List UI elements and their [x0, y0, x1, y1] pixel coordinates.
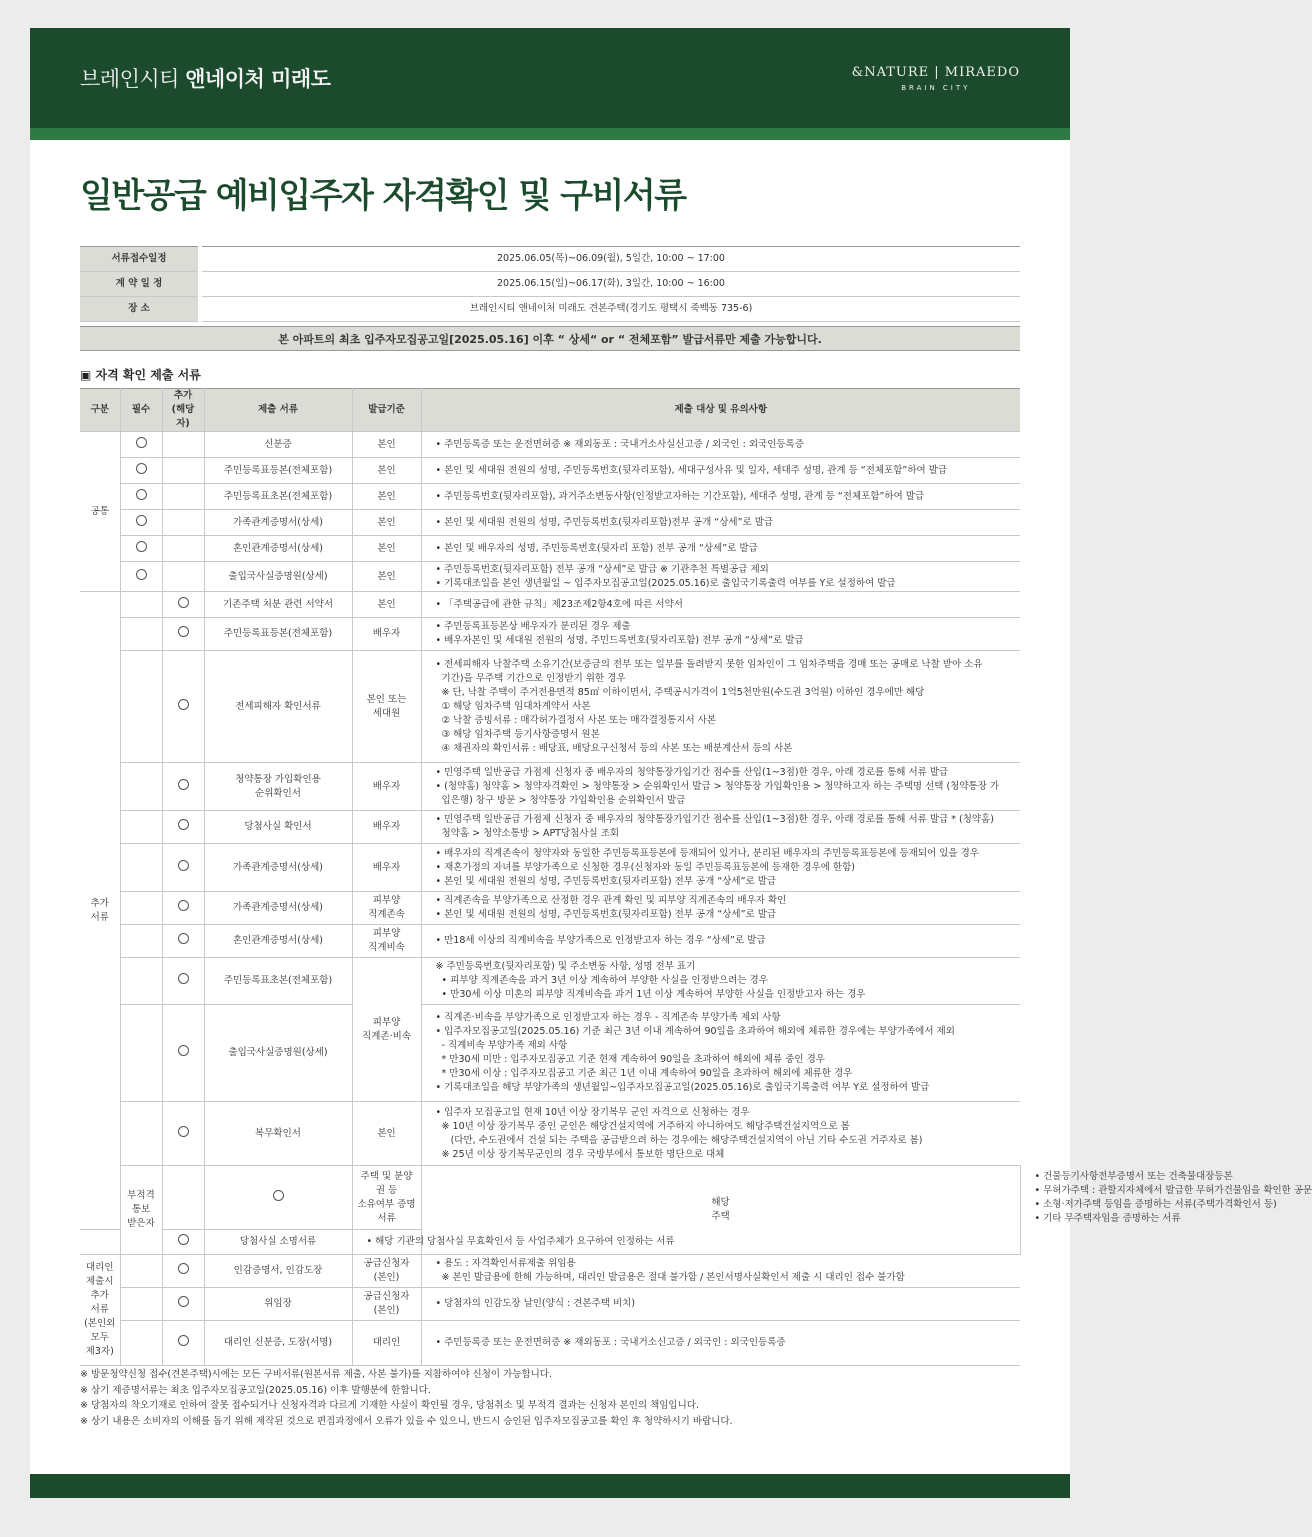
schedule-label: 장 소 [80, 297, 200, 322]
additional-circle-icon [178, 1335, 189, 1346]
issue-basis: 배우자 [352, 763, 421, 811]
note-line: • 주민등록증 또는 운전면허증 ※ 재외동포 : 국내거소사실신고증 / 외국인 : 외국인등록증 [435, 438, 804, 450]
note-line: • 만30세 이상 미혼의 피부양 직계비속을 과거 1년 이상 계속하여 부양한 사실을 인정받고자 하는 경우 [435, 989, 866, 1000]
category-cell: 대리인 제출시 추가 서류 (본인외 모두 제3자) [80, 1255, 120, 1366]
note-line: ④ 채권자의 확인서류 : 배당표, 배당요구신청서 등의 사본 또는 배분계산서 등의 사본 [435, 742, 793, 754]
additional-circle-icon [178, 1234, 189, 1245]
schedule-label: 서류접수일정 [80, 247, 200, 272]
required-mark [120, 618, 162, 651]
additional-mark [204, 1166, 352, 1230]
table-row: 부적격 통보 받은자 주택 및 분양권 등 소유여부 증명서류 해당 주택 • 건물등기사항전부증명서 또는 건축물대장등본 • 무허가주택 : 관할지자체에서 발급한 무허가건물임을 확인한 공문 • 소형·저가주택 등임을 증명하는 서류(주택가격확인서 등) • 기타 무주택자임을 증명하는 서류 [80, 1166, 1020, 1230]
additional-circle-icon [178, 973, 189, 984]
additional-circle-icon [178, 933, 189, 944]
document-name: 출입국사실증명원(상세) [204, 1005, 352, 1102]
additional-mark [162, 484, 204, 510]
issue-basis: 본인 [352, 592, 421, 618]
notes-cell [421, 651, 1020, 763]
required-circle-icon [136, 569, 147, 580]
required-mark [120, 1005, 162, 1102]
required-mark [120, 536, 162, 562]
notes-cell [421, 844, 1020, 892]
note-line: * 만30세 이상 : 입주자모집공고 기준 최근 1년 이내 계속하여 90일을 초과하여 해외에 체류한 경우 [435, 1068, 853, 1079]
required-mark [120, 1255, 162, 1288]
note-line: ③ 해당 임차주택 등기사항증명서 원본 [435, 728, 600, 740]
document-name: 대리인 신분증, 도장(서명) [204, 1321, 352, 1366]
additional-mark [162, 811, 204, 844]
document-name: 인감증명서, 인감도장 [204, 1255, 352, 1288]
additional-circle-icon [178, 699, 189, 710]
table-row [80, 1102, 1020, 1166]
required-circle-icon [136, 515, 147, 526]
additional-circle-icon [178, 1263, 189, 1274]
required-mark [120, 844, 162, 892]
note-line: • 주민등록증 또는 운전면허증 ※ 재외동포 : 국내거소신고증 / 외국인 : 외국인등록증 [435, 1337, 786, 1348]
issue-basis: 본인 [352, 510, 421, 536]
required-mark [120, 763, 162, 811]
required-mark [120, 925, 162, 958]
note-line: • 주민등록표등본상 배우자가 분리된 경우 제출 [435, 621, 631, 632]
notes-cell [421, 1288, 1020, 1321]
document-name: 혼인관계증명서(상세) [204, 536, 352, 562]
table-row [80, 592, 1020, 618]
required-mark [120, 592, 162, 618]
table-row [80, 458, 1020, 484]
issue-basis: 본인 [352, 484, 421, 510]
issue-basis: 배우자 [352, 844, 421, 892]
additional-circle-icon [178, 1045, 189, 1056]
document-page [30, 28, 1312, 1498]
table-row [80, 958, 1020, 1005]
notes-cell [421, 1321, 1020, 1366]
note-line: - 직계비속 부양가족 제외 사항 [435, 1040, 568, 1051]
category-cell: 공통 [80, 432, 120, 592]
table-row [80, 484, 1020, 510]
issue-basis: 본인 [352, 1102, 421, 1166]
additional-mark [162, 458, 204, 484]
document-name: 주택 및 분양권 등 소유여부 증명서류 [352, 1166, 421, 1230]
additional-mark [162, 1255, 204, 1288]
issue-notice: 본 아파트의 최초 입주자모집공고일[2025.05.16] 이후 “ 상세“ or “ 전체포함” 발급서류만 제출 가능합니다. [80, 326, 1020, 351]
document-name: 가족관계증명서(상세) [204, 510, 352, 536]
note-line: ※ 본인 발급용에 한해 가능하며, 대리인 발급용은 절대 불가함 / 본인서명사실확인서 제출 시 대리인 접수 불가함 [435, 1272, 905, 1283]
issue-basis: 해당 주택 [421, 1166, 1020, 1255]
note-line: • 재혼가정의 자녀를 부양가족으로 신청한 경우(신청자와 동일 주민등록표등본에 등재한 경우에 한함) [435, 861, 855, 873]
issue-basis: 본인 [352, 536, 421, 562]
note-line: • 배우자의 직계존속이 청약자와 동일한 주민등록표등본에 등재되어 있거나, 분리된 배우자의 주민등록표등본에 등재되어 있을 경우 [435, 847, 979, 859]
note-line: * 만30세 미만 : 입주자모집공고 기준 현재 계속하여 90일을 초과하여 해외에 체류 중인 경우 [435, 1054, 825, 1065]
notes-cell [421, 458, 1020, 484]
additional-mark [162, 651, 204, 763]
table-row [80, 618, 1020, 651]
note-line: • 용도 : 자격확인서류제출 위임용 [435, 1258, 576, 1269]
issue-basis: 본인 또는 세대원 [352, 651, 421, 763]
table-header-cell: 구분 [80, 389, 120, 432]
notes-cell [421, 763, 1020, 811]
category-cell: 부적격 통보 받은자 [120, 1166, 162, 1255]
required-circle-icon [136, 437, 147, 448]
table-row [80, 510, 1020, 536]
document-name: 복무확인서 [204, 1102, 352, 1166]
note-line: • 주민등록번호(뒷자리포함) 전부 공개 “상세”로 발급 ※ 기관추천 특별공급 제외 [435, 563, 769, 575]
required-mark [120, 1288, 162, 1321]
required-mark [120, 958, 162, 1005]
documents-table [80, 388, 1312, 1366]
additional-mark [162, 844, 204, 892]
table-header-cell: 제출 대상 및 유의사항 [421, 389, 1020, 432]
additional-circle-icon [178, 819, 189, 830]
required-mark [120, 510, 162, 536]
table-header-cell: 필수 [120, 389, 162, 432]
required-mark [120, 1321, 162, 1366]
table-row [80, 651, 1020, 763]
schedule-table [80, 246, 1020, 322]
category-cell: 추가 서류 [80, 592, 120, 1230]
table-row [80, 1255, 1020, 1288]
note-line: • 전세피해자 낙찰주택 소유기간(보증금의 전부 또는 일부를 돌려받지 못한 임차인이 그 임차주택을 경매 또는 공매로 낙찰 받아 소유 [435, 658, 983, 670]
required-circle-icon [136, 463, 147, 474]
note-line: • 기록대조일을 본인 생년월일 ~ 입주자모집공고일(2025.05.16)로 출입국기록출력 여부를 Y로 설정하여 발급 [435, 577, 896, 589]
note-line: • 입주자모집공고일(2025.05.16) 기준 최근 3년 이내 계속하여 90일을 초과하여 해외에 체류한 경우에는 부양가족에서 제외 [435, 1026, 955, 1037]
table-row [80, 763, 1020, 811]
note-line: • 본인 및 세대원 전원의 성명, 주민등록번호(뒷자리포함)전부 공개 “상세”로 발급 [435, 516, 774, 528]
additional-mark [162, 1102, 204, 1166]
note-line: ※ 25년 이상 장기복무군인의 경우 국방부에서 통보한 명단으로 대체 [435, 1148, 725, 1160]
notes-cell [421, 536, 1020, 562]
table-header-cell: 제출 서류 [204, 389, 352, 432]
document-name: 당첨사실 확인서 [204, 811, 352, 844]
required-circle-icon [136, 541, 147, 552]
document-name: 가족관계증명서(상세) [204, 892, 352, 925]
additional-circle-icon [178, 1296, 189, 1307]
document-name: 신분증 [204, 432, 352, 458]
required-mark [120, 811, 162, 844]
brand-logo: &NATURE | MIRAEDO BRAIN CITY [851, 65, 1020, 92]
additional-circle-icon [178, 779, 189, 790]
note-line: ※ 주민등록번호(뒷자리포함) 및 주소변동 사항, 성명 전부 표기 [435, 961, 696, 972]
footnote: ※ 당첨자의 착오기재로 인하여 잘못 접수되거나 신청자격과 다르게 기재한 사실이 확인될 경우, 당첨취소 및 부적격 결과는 신청자 본인의 책임입니다. [80, 1400, 699, 1411]
issue-basis: 본인 [352, 432, 421, 458]
document-name: 출입국사실증명원(상세) [204, 562, 352, 592]
issue-basis: 피부양 직계존속 [352, 892, 421, 925]
required-mark [120, 892, 162, 925]
additional-circle-icon [178, 626, 189, 637]
note-line: • 해당 기관의 당첨사실 무효확인서 등 사업주체가 요구하여 인정하는 서류 [366, 1236, 675, 1247]
required-mark [120, 1102, 162, 1166]
table-row [80, 432, 1020, 458]
document-name: 주민등록표등본(전체포함) [204, 458, 352, 484]
additional-mark [162, 763, 204, 811]
notes-cell [421, 1255, 1020, 1288]
note-line: 기간)을 무주택 기간으로 인정받기 위한 경우 [435, 672, 626, 684]
note-line: • 당첨자의 인감도장 날인(양식 : 견본주택 비치) [435, 1298, 636, 1309]
note-line: • 「주택공급에 관한 규칙」제23조제2항4호에 따른 서약서 [435, 598, 683, 610]
additional-circle-icon [178, 860, 189, 871]
additional-circle-icon [178, 900, 189, 911]
note-line: • 민영주택 일반공급 가점제 신청자 중 배우자의 청약통장가입기간 점수를 산입(1~3점)한 경우, 아래 경로를 통해 서류 발급 [435, 766, 949, 778]
additional-mark [162, 510, 204, 536]
document-name: 당첨사실 소명서류 [204, 1230, 352, 1255]
issue-basis: 공급신청자 (본인) [352, 1255, 421, 1288]
notes-cell [421, 618, 1020, 651]
document-name: 청약통장 가입확인용 순위확인서 [204, 763, 352, 811]
additional-circle-icon [178, 597, 189, 608]
additional-mark [162, 1005, 204, 1102]
table-row [80, 892, 1020, 925]
note-line: • (청약홈) 청약홈 > 청약자격확인 > 청약통장 > 순위확인서 발급 > 청약통장 가입확인용 > 청약하고자 하는 주택명 선택 (청약통장 가 [435, 780, 1000, 792]
required-mark [120, 484, 162, 510]
additional-mark [162, 536, 204, 562]
issue-basis: 피부양 직계존·비속 [352, 958, 421, 1102]
note-line: 청약홈 > 청약소통방 > APT당첨사실 조회 [435, 828, 620, 839]
notes-cell [421, 592, 1020, 618]
schedule-row [80, 247, 1020, 272]
notes-cell [421, 958, 1020, 1005]
table-row [80, 1321, 1020, 1366]
issue-basis: 본인 [352, 562, 421, 592]
page-title: 일반공급 예비입주자 자격확인 및 구비서류 [80, 176, 686, 216]
notes-cell [421, 432, 1020, 458]
table-row [80, 1005, 1020, 1102]
issue-basis: 공급신청자 (본인) [352, 1288, 421, 1321]
notes-cell [421, 1102, 1020, 1166]
header-bar [30, 28, 1070, 128]
footnote: ※ 상기 제증명서류는 최초 입주자모집공고일(2025.05.16) 이후 발행분에 한합니다. [80, 1384, 431, 1396]
document-name: 가족관계증명서(상세) [204, 844, 352, 892]
required-mark [162, 1166, 204, 1230]
note-line: 입은행) 창구 방문 > 청약통장 가입확인용 순위확인서 발급 [435, 794, 686, 806]
additional-mark [162, 1288, 204, 1321]
note-line: • 본인 및 세대원 전원의 성명, 주민등록번호(뒷자리포함) 전부 공개 “상세”로 발급 [435, 875, 777, 887]
note-line: ② 낙찰 증빙서류 : 매각허가결정서 사본 또는 매각결정통지서 사본 [435, 714, 717, 726]
required-mark [120, 651, 162, 763]
table-row [80, 562, 1020, 592]
note-line: • 직계존속을 부양가족으로 산정한 경우 관계 확인 및 피부양 직계존속의 배우자 확인 [435, 895, 787, 906]
notes-cell [421, 925, 1020, 958]
header-stripe [30, 128, 1070, 140]
issue-basis: 배우자 [352, 618, 421, 651]
note-line: ① 해당 임차주택 임대차계약서 사본 [435, 700, 591, 712]
issue-basis: 피부양 직계비속 [352, 925, 421, 958]
note-line: (다만, 수도권에서 건설 되는 주택을 공급받으려 하는 경우에는 해당주택건설지역이 아닌 기타 수도권 거주자로 봄) [435, 1134, 923, 1146]
note-line: • 배우자본인 및 세대원 전원의 성명, 주민드록번호(뒷자리포함) 전부 공개 “상세”로 발급 [435, 635, 804, 646]
document-name: 기존주택 처분 관련 서약서 [204, 592, 352, 618]
note-line: ※ 10년 이상 장기복무 중인 군인은 해당건설지역에 거주하지 아니하여도 해당주택건설지역으로 봄 [435, 1120, 850, 1132]
footer-bar [30, 1474, 1070, 1498]
document-name: 혼인관계증명서(상세) [204, 925, 352, 958]
note-line: • 본인 및 세대원 전원의 성명, 주민등록번호(뒷자리포함), 세대구성사유 및 일자, 세대주 성명, 관계 등 “전체포함”하여 발급 [435, 464, 948, 476]
schedule-value: 2025.06.15(일)~06.17(화), 3일간, 10:00 ~ 16:00 [200, 272, 1020, 297]
table-row [80, 811, 1020, 844]
required-mark [80, 1230, 120, 1255]
table-header-cell: 추가 (해당자) [162, 389, 204, 432]
note-line: • 민영주택 일반공급 가점제 신청자 중 배우자의 청약통장가입기간 점수를 산입(1~3점)한 경우, 아래 경로를 통해 서류 발급 * (청약홈) [435, 814, 994, 825]
document-name: 주민등록표초본(전체포함) [204, 958, 352, 1005]
document-name: 위임장 [204, 1288, 352, 1321]
additional-mark [162, 562, 204, 592]
required-circle-icon [136, 489, 147, 500]
notes-cell [421, 510, 1020, 536]
additional-mark [162, 618, 204, 651]
notes-cell [421, 892, 1020, 925]
section-title: ▣ 자격 확인 제출 서류 [80, 368, 201, 382]
additional-circle-icon [273, 1190, 284, 1201]
issue-basis: 배우자 [352, 811, 421, 844]
table-row [80, 925, 1020, 958]
brand-name: 브레인시티 앤네이처 미래도 [80, 67, 331, 91]
note-line: ※ 단, 낙찰 주택이 주거전용면적 85㎡ 이하이면서, 주택공시가격이 1억5천만원(수도권 3억원) 이하인 경우에만 해당 [435, 686, 925, 698]
note-line: • 피부양 직계존속을 과거 3년 이상 계속하여 부양한 사실을 인정받으려는 경우 [435, 975, 768, 986]
notes-cell [421, 484, 1020, 510]
footnote: ※ 상기 내용은 소비자의 이해를 돕기 위해 제작된 것으로 편집과정에서 오류가 있을 수 있으니, 반드시 승인된 입주자모집공고를 확인 후 청약하시기 바랍니다. [80, 1415, 733, 1427]
footnote: ※ 방문청약신청 접수(견본주택)시에는 모든 구비서류(원본서류 제출, 사본 불가)를 지참하여야 신청이 가능합니다. [80, 1369, 552, 1380]
issue-basis: 본인 [352, 458, 421, 484]
notes-cell [421, 1005, 1020, 1102]
document-name: 전세피해자 확인서류 [204, 651, 352, 763]
additional-circle-icon [178, 1126, 189, 1137]
table-row [80, 1288, 1020, 1321]
required-mark [120, 458, 162, 484]
notes-cell [421, 811, 1020, 844]
additional-mark [162, 958, 204, 1005]
footnotes [80, 1367, 733, 1429]
required-mark [120, 562, 162, 592]
schedule-label: 계 약 일 정 [80, 272, 200, 297]
table-row [80, 844, 1020, 892]
schedule-row [80, 272, 1020, 297]
note-line: • 본인 및 배우자의 성명, 주민등록번호(뒷자리 포함) 전부 공개 “상세”로 발급 [435, 542, 758, 554]
note-line: • 주민등록번호(뒷자리포함), 과거주소변동사항(인정받고자하는 기간포함), 세대주 성명, 관계 등 “전체포함”하여 발급 [435, 490, 925, 502]
note-line: • 입주자 모집공고일 현재 10년 이상 장기복무 군인 자격으로 신청하는 경우 [435, 1106, 750, 1118]
schedule-row [80, 297, 1020, 322]
issue-basis: 대리인 [352, 1321, 421, 1366]
note-line: • 본인 및 세대원 전원의 성명, 주민등록번호(뒷자리포함) 전부 공개 “상세”로 발급 [435, 909, 777, 920]
additional-mark [162, 892, 204, 925]
additional-mark [162, 432, 204, 458]
schedule-value: 2025.06.05(목)~06.09(월), 5일간, 10:00 ~ 17:00 [200, 247, 1020, 272]
note-line: • 만18세 이상의 직계비속을 부양가족으로 인정받고자 하는 경우 “상세”로 발급 [435, 935, 766, 946]
schedule-value: 브레인시티 앤네이처 미래도 견본주택(경기도 평택시 죽백동 735-6) [200, 297, 1020, 322]
notes-cell [352, 1230, 675, 1255]
additional-mark [162, 592, 204, 618]
additional-mark [162, 1321, 204, 1366]
document-name: 주민등록표초본(전체포함) [204, 484, 352, 510]
notes-cell [421, 562, 1020, 592]
additional-mark [162, 1230, 204, 1255]
document-name: 주민등록표등본(전체포함) [204, 618, 352, 651]
table-row [80, 536, 1020, 562]
required-mark [120, 432, 162, 458]
table-header-cell: 발급기준 [352, 389, 421, 432]
note-line: • 직계존·비속을 부양가족으로 인정받고자 하는 경우 - 직계존속 부양가족 제외 사항 [435, 1012, 781, 1023]
note-line: • 기록대조일을 해당 부양가족의 생년월일~입주자모집공고일(2025.05.16)로 출입국기록출력 여부 Y로 설정하여 발급 [435, 1082, 930, 1093]
additional-mark [162, 925, 204, 958]
